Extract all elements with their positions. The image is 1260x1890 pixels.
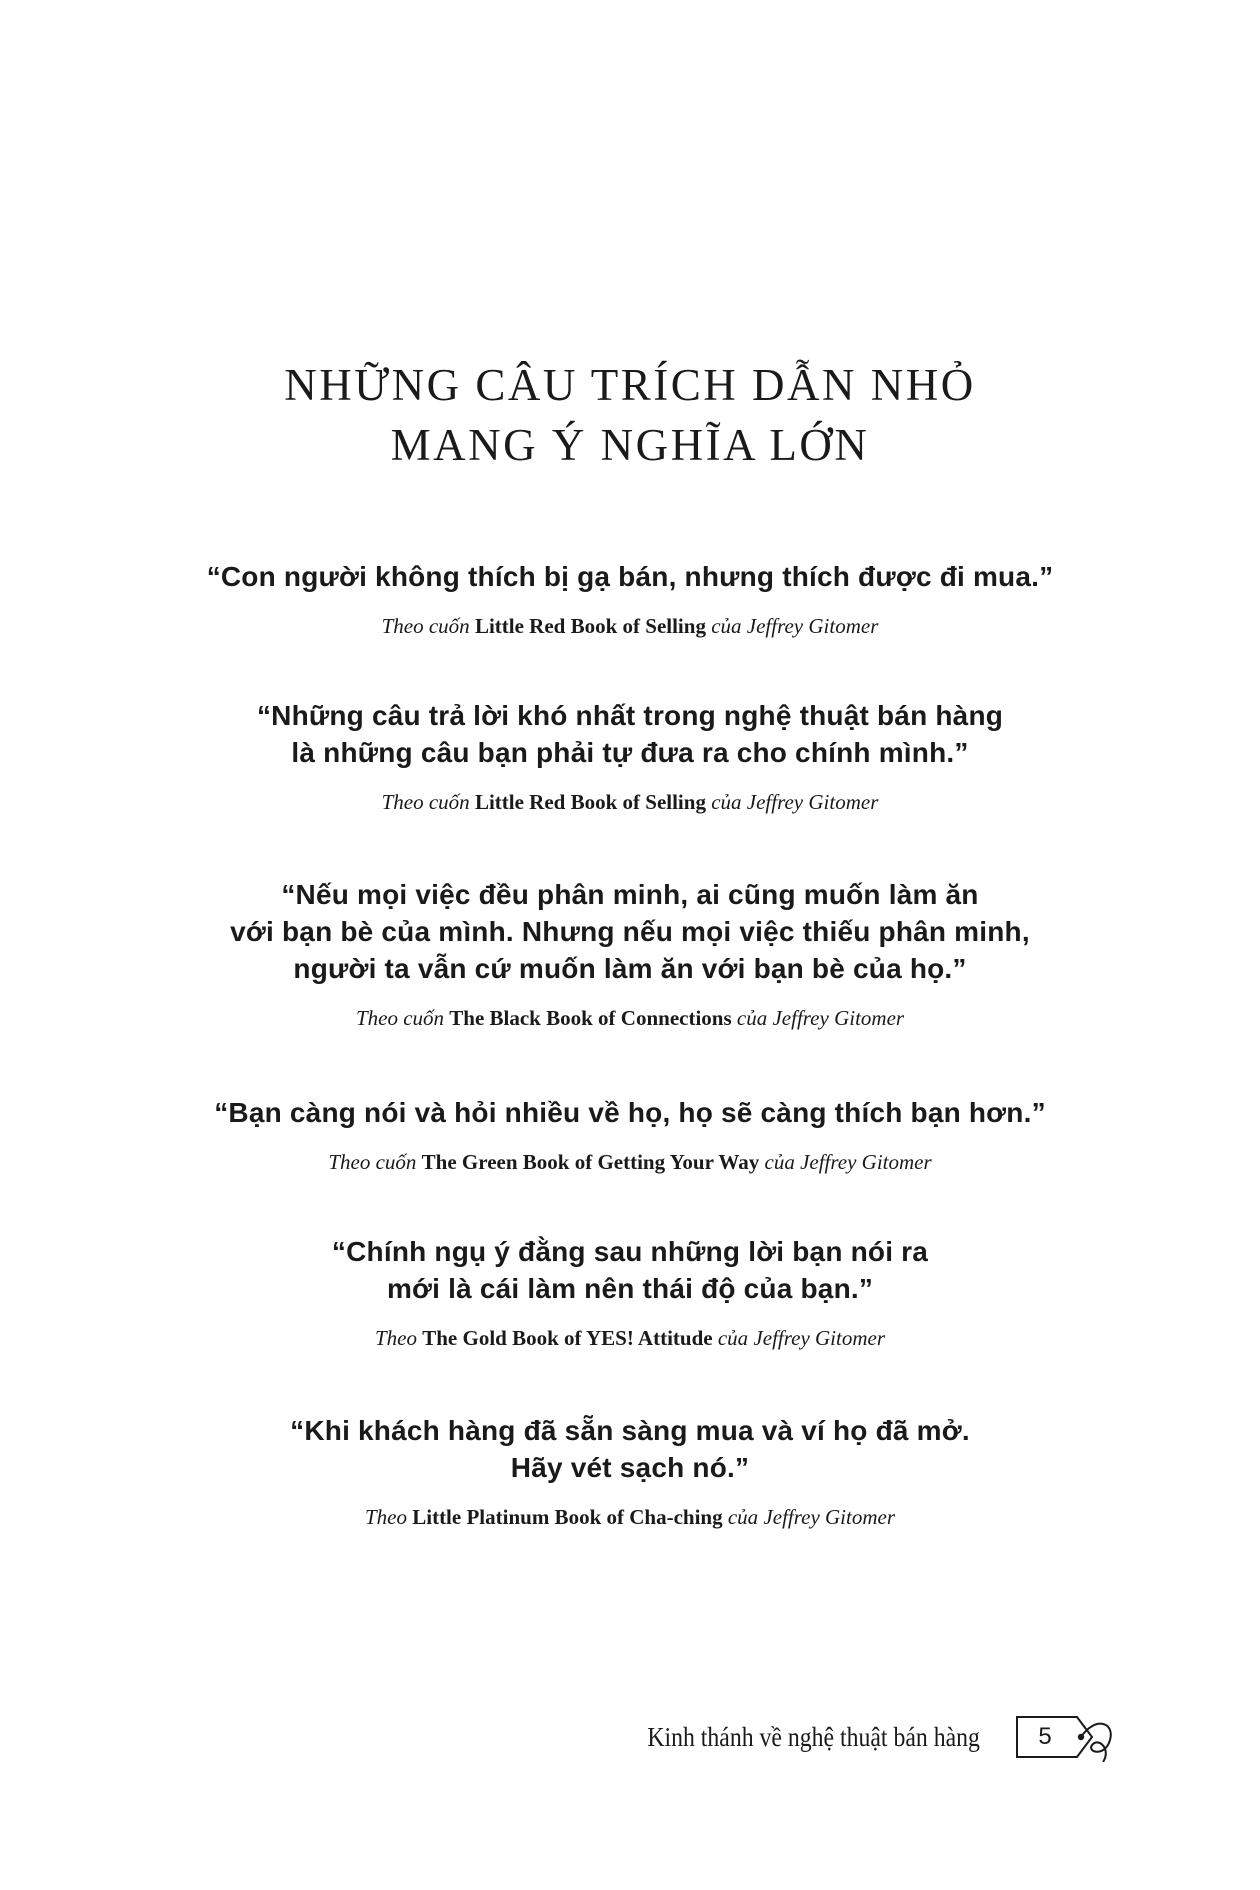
attribution-author: Jeffrey Gitomer (800, 1150, 932, 1174)
attribution-author: Jeffrey Gitomer (772, 1006, 905, 1030)
quote-line: là những câu bạn phải tự đưa ra cho chính mình.” (291, 737, 969, 768)
attribution-book-title: Little Platinum Book of Cha-ching (412, 1505, 723, 1529)
attribution-book-title: The Green Book of Getting Your Way (421, 1150, 760, 1174)
quote-attribution (0, 1148, 1260, 1176)
quote-line: với bạn bè của mình. Nhưng nếu mọi việc thiếu phân minh, (230, 916, 1030, 947)
quote-text (0, 1233, 1260, 1307)
attribution-book-title: Little Red Book of Selling (474, 614, 706, 638)
page-title-line-2: MANG Ý NGHĨA LỚN (390, 420, 870, 470)
quote-text (0, 1094, 1260, 1131)
quote-attribution (0, 1004, 1260, 1032)
quote-line: “Chính ngụ ý đằng sau những lời bạn nói ra (331, 1236, 929, 1267)
attribution-author: Jeffrey Gitomer (746, 790, 879, 814)
attribution-book-title: Little Red Book of Selling (474, 790, 706, 814)
attribution-prefix: Theo cuốn (328, 1150, 417, 1174)
quote-attribution (0, 612, 1260, 640)
quote-block-3 (0, 876, 1260, 1032)
quote-block-6 (0, 1412, 1260, 1531)
attribution-author-prefix: của (717, 1326, 749, 1350)
quote-line: người ta vẫn cứ muốn làm ăn với bạn bè của họ.” (293, 953, 967, 984)
attribution-book-title: The Black Book of Connections (449, 1006, 732, 1030)
attribution-author-prefix: của (727, 1505, 759, 1529)
quote-attribution (0, 1324, 1260, 1352)
quote-line: “Khi khách hàng đã sẵn sàng mua và ví họ đã mở. (290, 1415, 970, 1446)
page-title (0, 355, 1260, 475)
running-footer-title: Kinh thánh về nghệ thuật bán hàng (647, 1722, 980, 1752)
page-number-tag (1015, 1712, 1125, 1762)
page-number: 5 (1038, 1723, 1052, 1750)
attribution-prefix: Theo (374, 1326, 417, 1350)
attribution-prefix: Theo cuốn (355, 1006, 445, 1030)
attribution-prefix: Theo (364, 1505, 407, 1529)
attribution-book-title: The Gold Book of YES! Attitude (422, 1326, 713, 1350)
attribution-author-prefix: của (764, 1150, 795, 1174)
attribution-author-prefix: của (711, 790, 742, 814)
page-title-line-1: NHỮNG CÂU TRÍCH DẪN NHỎ (284, 360, 976, 410)
quote-block-1 (0, 558, 1260, 640)
quote-block-4 (0, 1094, 1260, 1176)
quote-text (0, 1412, 1260, 1486)
quote-attribution (0, 1503, 1260, 1531)
attribution-author-prefix: của (736, 1006, 768, 1030)
attribution-author-prefix: của (711, 614, 742, 638)
page-footer (0, 1712, 1260, 1762)
quote-text (0, 558, 1260, 595)
quote-block-2 (0, 697, 1260, 816)
quote-text (0, 876, 1260, 987)
quote-line: “Nếu mọi việc đều phân minh, ai cũng muốn làm ăn (281, 879, 979, 910)
quote-block-5 (0, 1233, 1260, 1352)
attribution-prefix: Theo cuốn (381, 614, 470, 638)
attribution-prefix: Theo cuốn (381, 790, 470, 814)
quote-line: “Những câu trả lời khó nhất trong nghệ thuật bán hàng (256, 700, 1004, 731)
attribution-author: Jeffrey Gitomer (746, 614, 879, 638)
quote-line: Hãy vét sạch nó.” (510, 1452, 750, 1483)
attribution-author: Jeffrey Gitomer (763, 1505, 896, 1529)
attribution-author: Jeffrey Gitomer (753, 1326, 886, 1350)
quote-attribution (0, 788, 1260, 816)
quote-line: mới là cái làm nên thái độ của bạn.” (386, 1273, 874, 1304)
quote-text (0, 697, 1260, 771)
quote-line: “Con người không thích bị gạ bán, nhưng thích được đi mua.” (206, 561, 1054, 592)
quote-line: “Bạn càng nói và hỏi nhiều về họ, họ sẽ càng thích bạn hơn.” (214, 1097, 1046, 1128)
